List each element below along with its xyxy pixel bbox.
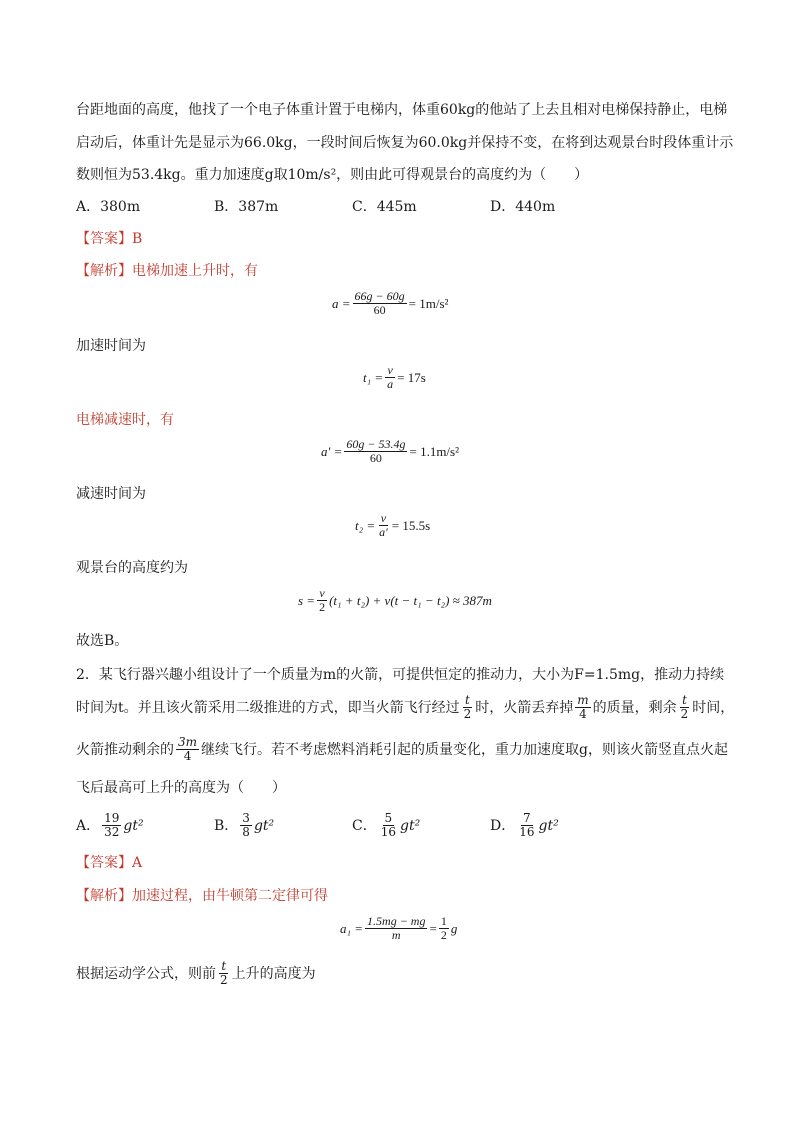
q1-option-b: B．387m [214, 199, 279, 215]
q1-conclusion: 故选B。 [76, 633, 129, 649]
q1-equation-5: s = $\frac{v}{2}$ (t₁ + t₂) + v(t − t₁ − t₂) ≈ 387m [298, 586, 492, 614]
q2-option-d: D． $\frac{7}{16}$ gt² [490, 811, 559, 839]
q1-option-a: A．380m [76, 199, 141, 215]
q2-option-a: A． $\frac{19}{32}$ gt² [76, 811, 144, 839]
q1-decel-time-label: 减速时间为 [76, 486, 146, 502]
q1-analysis-intro: 【解析】电梯加速上升时，有 [76, 263, 258, 279]
q2-equation-1: a₁ = $\frac{1.5mg - mg}{m}$ = $\frac{1}{2}$ g [340, 914, 458, 942]
q2-text-line-4: 飞后最高可上升的高度为（ ） [76, 780, 286, 796]
q2-text-line-3: 火箭推动剩余的 $\frac{3m}{4}$ 继续飞行。若不考虑燃料消耗引起的质量变化，重力加速度取g，则该火箭竖直点火起 [76, 735, 728, 763]
q1-text-line-1: 台距地面的高度，他找了一个电子体重计置于电梯内，体重60kg的他站了上去且相对电梯保持静止，电梯 [76, 102, 728, 118]
q1-accel-time-label: 加速时间为 [76, 338, 146, 354]
q1-answer: 【答案】B [76, 231, 143, 247]
q1-option-c: C．445m [352, 199, 417, 215]
q1-equation-1: a = $\frac{66g - 60g}{60}$ = 1m/s² [332, 289, 449, 317]
q2-last-line: 根据运动学公式，则前 $\frac{t}{2}$ 上升的高度为 [76, 959, 316, 987]
q1-option-d: D．440m [490, 199, 556, 215]
q1-text-line-3: 数则恒为53.4kg。重力加速度g取10m/s²，则由此可得观景台的高度约为（ ） [76, 167, 589, 183]
q1-equation-4: t₂ = $\frac{v}{a'}$ = 15.5s [355, 511, 431, 539]
q2-answer: 【答案】A [76, 855, 143, 871]
q1-equation-2: t₁ = $\frac{v}{a}$ = 17s [363, 363, 426, 391]
q2-analysis-intro: 【解析】加速过程，由牛顿第二定律可得 [76, 888, 328, 904]
q1-text-line-2: 启动后，体重计先是显示为66.0kg，一段时间后恢复为60.0kg并保持不变，在将到达观景台时段体重计示 [76, 135, 734, 151]
q1-equation-3: a′ = $\frac{60g - 53.4g}{60}$ = 1.1m/s² [321, 437, 459, 465]
q2-text-line-2: 时间为t。并且该火箭采用二级推进的方式，即当火箭飞行经过 $\frac{t}{2}$ 时，火箭丢弃掉 $\frac{m}{4}$ 的质量，剩余 $\frac{t}{2}$ 时间， [76, 693, 735, 721]
q2-option-c: C． $\frac{5}{16}$ gt² [352, 811, 421, 839]
q1-height-intro: 观景台的高度约为 [76, 560, 188, 576]
q2-text-line-1: 2．某飞行器兴趣小组设计了一个质量为m的火箭，可提供恒定的推动力，大小为F=1.5mg，推动力持续 [76, 667, 725, 683]
q1-decel-intro: 电梯减速时，有 [76, 412, 174, 428]
q2-option-b: B． $\frac{3}{8}$ gt² [214, 811, 275, 839]
